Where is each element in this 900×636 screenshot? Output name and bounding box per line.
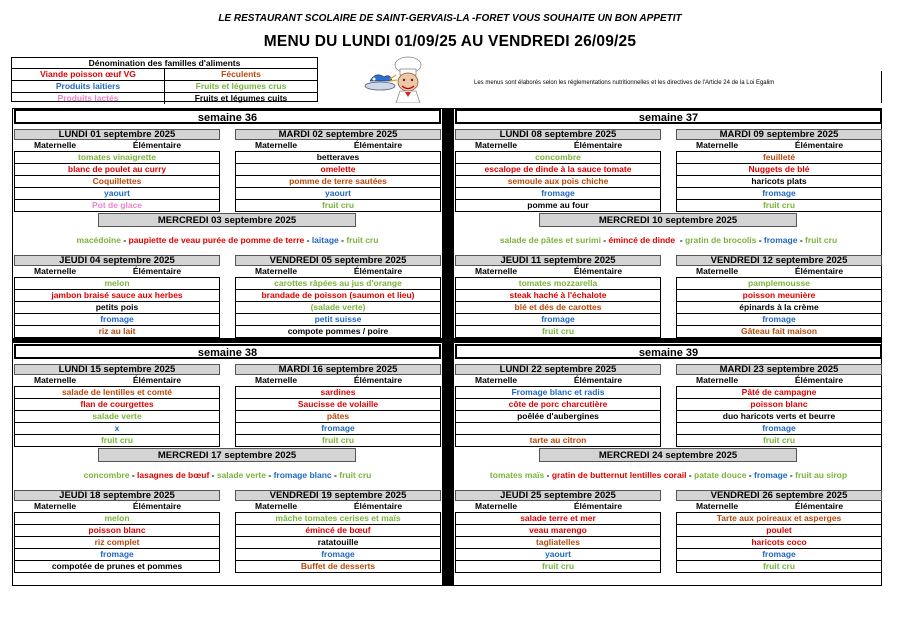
day-menu	[14, 255, 220, 338]
elementaire-label: Élémentaire	[353, 501, 403, 511]
maternelle-label: Maternelle	[34, 140, 77, 150]
day-title: LUNDI 08 septembre 2025	[455, 129, 661, 140]
dish-item: haricots coco	[677, 537, 881, 549]
dish-item: fruit cru	[321, 435, 355, 445]
chef-illustration-icon	[362, 55, 436, 103]
dish-item: fruit cru	[100, 435, 134, 445]
dish-list	[455, 277, 661, 338]
maternelle-label: Maternelle	[475, 266, 518, 276]
elementaire-label: Élémentaire	[573, 375, 623, 385]
legend-raw-fruit-veg: Fruits et légumes crus	[164, 81, 317, 92]
maternelle-label: Maternelle	[255, 140, 298, 150]
dish-item: émincé de bœuf	[236, 525, 440, 537]
dish-item: fruit cru	[541, 326, 575, 336]
maternelle-label: Maternelle	[255, 375, 298, 385]
dish-item: tomates vinaigrette	[15, 152, 219, 164]
wednesday-dish: fruit cru	[346, 235, 379, 245]
day-title: VENDREDI 12 septembre 2025	[676, 255, 882, 266]
day-title: MARDI 09 septembre 2025	[676, 129, 882, 140]
dish-item: blanc de poulet au curry	[15, 164, 219, 176]
dish-list	[235, 151, 441, 212]
day-title: VENDREDI 05 septembre 2025	[235, 255, 441, 266]
legend-meat-fish-egg: Viande poisson œuf VG	[40, 69, 136, 79]
wednesday-dish: -	[600, 235, 609, 245]
day-title: JEUDI 11 septembre 2025	[455, 255, 661, 266]
elementaire-label: Élémentaire	[573, 140, 623, 150]
dish-item: haricots plats	[677, 176, 881, 188]
maternelle-label: Maternelle	[34, 375, 77, 385]
day-title: LUNDI 22 septembre 2025	[455, 364, 661, 375]
dish-list	[676, 277, 882, 338]
wednesday-dish: -	[675, 235, 686, 245]
dish-list	[676, 151, 882, 212]
legend-title: Dénomination des familles d'aliments	[12, 58, 317, 69]
dish-item: pomme au four	[527, 200, 589, 210]
maternelle-label: Maternelle	[255, 266, 298, 276]
level-labels	[676, 501, 882, 512]
day-menu	[455, 364, 661, 447]
menu-title: MENU DU LUNDI 01/09/25 AU VENDREDI 26/09/25	[263, 33, 637, 50]
day-title: JEUDI 04 septembre 2025	[14, 255, 220, 266]
divider	[881, 71, 882, 103]
dish-item: poisson blanc	[677, 399, 881, 411]
dish-item: yaourt	[15, 188, 219, 200]
maternelle-label: Maternelle	[475, 375, 518, 385]
wednesday-dish: gratin de brocolis	[685, 235, 757, 245]
dish-item: betteraves	[236, 152, 440, 164]
legend-row	[12, 81, 317, 93]
elementaire-label: Élémentaire	[132, 501, 182, 511]
day-menu	[455, 255, 661, 338]
dish-item: escalope de dinde à la sauce tomate	[456, 164, 660, 176]
wednesday-dish: -	[746, 470, 754, 480]
dish-list	[14, 512, 220, 573]
dish-item: omelette	[236, 164, 440, 176]
legend-dairy: Produits laitiers	[55, 81, 121, 91]
dish-item: carottes râpées au jus d'orange	[236, 278, 440, 290]
dish-item: poulet	[677, 525, 881, 537]
restaurant-tagline: LE RESTAURANT SCOLAIRE DE SAINT-GERVAIS-LA -FORET VOUS SOUHAITE UN BON APPETIT	[218, 13, 682, 24]
level-labels	[235, 375, 441, 386]
dish-item: fruit cru	[541, 561, 575, 571]
dish-item: Buffet de desserts	[300, 561, 376, 571]
dish-list	[676, 386, 882, 447]
week-header: semaine 39	[455, 344, 882, 359]
maternelle-label: Maternelle	[475, 501, 518, 511]
day-title: JEUDI 25 septembre 2025	[455, 490, 661, 501]
dish-item: (salade verte)	[236, 302, 440, 314]
dish-item: petit suisse	[236, 314, 440, 326]
day-menu	[455, 490, 661, 573]
dish-item: épinards à la crème	[677, 302, 881, 314]
horizontal-divider	[12, 338, 882, 343]
dish-item: Coquillettes	[15, 176, 219, 188]
level-labels	[14, 266, 220, 277]
day-menu	[14, 364, 220, 447]
dish-item: compote pommes / poire	[287, 326, 389, 336]
level-labels	[235, 501, 441, 512]
maternelle-label: Maternelle	[475, 140, 518, 150]
dish-item: melon	[15, 513, 219, 525]
level-labels	[14, 501, 220, 512]
level-labels	[14, 140, 220, 151]
wednesday-dish: concombre	[83, 470, 130, 480]
dish-item: melon	[15, 278, 219, 290]
dish-item: fromage	[677, 188, 881, 200]
dish-item: salade verte	[15, 411, 219, 423]
level-labels	[676, 140, 882, 151]
maternelle-label: Maternelle	[696, 140, 739, 150]
dish-item: feuilleté	[677, 152, 881, 164]
elementaire-label: Élémentaire	[132, 140, 182, 150]
day-menu	[455, 129, 661, 212]
dish-item: mâche tomates cerises et maïs	[236, 513, 440, 525]
day-menu	[235, 490, 441, 573]
dish-item: salade terre et mer	[456, 513, 660, 525]
dish-item: duo haricots verts et beurre	[677, 411, 881, 423]
level-labels	[676, 266, 882, 277]
elementaire-label: Élémentaire	[573, 501, 623, 511]
food-family-legend	[11, 57, 318, 102]
day-title: MARDI 16 septembre 2025	[235, 364, 441, 375]
day-title: VENDREDI 19 septembre 2025	[235, 490, 441, 501]
legend-row	[12, 93, 317, 104]
dish-item: fromage	[15, 314, 219, 326]
dish-item: pomme de terre sautées	[236, 176, 440, 188]
wednesday-dish: -	[756, 235, 764, 245]
wednesday-dish: -	[120, 235, 129, 245]
wednesday-dish: patate douce	[694, 470, 747, 480]
maternelle-label: Maternelle	[34, 266, 77, 276]
dish-item: Nuggets de blé	[677, 164, 881, 176]
dish-list	[455, 151, 661, 212]
maternelle-label: Maternelle	[696, 375, 739, 385]
dish-item: fromage	[677, 423, 881, 435]
wednesday-dish: -	[209, 470, 217, 480]
dish-list	[235, 512, 441, 573]
level-labels	[14, 375, 220, 386]
day-menu	[676, 129, 882, 212]
elementaire-label: Élémentaire	[794, 375, 844, 385]
dish-list	[235, 277, 441, 338]
dish-list	[235, 386, 441, 447]
wednesday-title: MERCREDI 10 septembre 2025	[539, 213, 797, 227]
wednesday-menu	[455, 235, 882, 245]
dish-item: tarte au citron	[529, 435, 587, 445]
vertical-divider	[442, 108, 454, 586]
dish-item: salade de lentilles et comté	[15, 387, 219, 399]
dish-item: fromage	[456, 188, 660, 200]
elementaire-label: Élémentaire	[132, 375, 182, 385]
dish-item: pamplemousse	[677, 278, 881, 290]
day-menu	[14, 129, 220, 212]
day-title: JEUDI 18 septembre 2025	[14, 490, 220, 501]
legend-row	[12, 69, 317, 81]
dish-item: blé et dés de carottes	[456, 302, 660, 314]
dish-item: concombre	[456, 152, 660, 164]
dish-list	[676, 512, 882, 573]
dish-item: compotée de prunes et pommes	[51, 561, 183, 571]
elementaire-label: Élémentaire	[794, 140, 844, 150]
day-menu	[14, 490, 220, 573]
dish-list	[14, 277, 220, 338]
wednesday-dish: fruit cru	[339, 470, 372, 480]
week-header: semaine 38	[14, 344, 441, 359]
wednesday-dish: -	[304, 235, 312, 245]
dish-item: Gâteau fait maison	[740, 326, 818, 336]
dish-item: Pâté de campagne	[677, 387, 881, 399]
dish-item: tagliatelles	[456, 537, 660, 549]
wednesday-dish: paupiette de veau purée de pomme de terre	[128, 235, 305, 245]
day-menu	[235, 364, 441, 447]
dish-item: riz au lait	[98, 326, 136, 336]
level-labels	[235, 266, 441, 277]
day-title: MARDI 02 septembre 2025	[235, 129, 441, 140]
week-header: semaine 36	[14, 109, 441, 124]
elementaire-label: Élémentaire	[132, 266, 182, 276]
dish-item: fromage	[677, 314, 881, 326]
dish-item: Tarte aux poireaux et asperges	[677, 513, 881, 525]
wednesday-dish: fruit au sirop	[795, 470, 848, 480]
maternelle-label: Maternelle	[34, 501, 77, 511]
dish-item: fromage	[456, 314, 660, 326]
dish-item: poisson meunière	[677, 290, 881, 302]
wednesday-title: MERCREDI 24 septembre 2025	[539, 448, 797, 462]
dish-item: petits pois	[15, 302, 219, 314]
maternelle-label: Maternelle	[255, 501, 298, 511]
day-menu	[676, 255, 882, 338]
wednesday-dish: émincé de dinde	[608, 235, 676, 245]
wednesday-menu	[14, 235, 441, 245]
wednesday-dish: -	[787, 470, 796, 480]
day-title: LUNDI 01 septembre 2025	[14, 129, 220, 140]
dish-item: Fromage blanc et radis	[456, 387, 660, 399]
elementaire-label: Élémentaire	[794, 501, 844, 511]
day-menu	[676, 364, 882, 447]
wednesday-dish: -	[797, 235, 806, 245]
dish-item: tomates mozzarella	[456, 278, 660, 290]
maternelle-label: Maternelle	[696, 501, 739, 511]
dish-item: steak haché à l'échalote	[456, 290, 660, 302]
day-title: LUNDI 15 septembre 2025	[14, 364, 220, 375]
level-labels	[676, 375, 882, 386]
wednesday-dish: gratin de butternut lentilles corail	[551, 470, 687, 480]
dish-item	[456, 423, 660, 435]
dish-item: yaourt	[236, 188, 440, 200]
level-labels	[235, 140, 441, 151]
wednesday-title: MERCREDI 03 septembre 2025	[98, 213, 356, 227]
day-menu	[235, 129, 441, 212]
legend-starches: Féculents	[164, 69, 317, 80]
dish-item: fromage	[236, 423, 440, 435]
wednesday-dish: lasagnes de bœuf	[137, 470, 210, 480]
dish-list	[14, 386, 220, 447]
dish-item: ratatouille	[236, 537, 440, 549]
wednesday-dish: fromage	[754, 470, 788, 480]
nutrition-note: Les menus sont élaborés selon les réglementations nutritionnelles et les directives de l'Article 24 de la Loi Egalim	[474, 80, 775, 86]
level-labels	[455, 501, 661, 512]
dish-item: semoule aux pois chiche	[456, 176, 660, 188]
dish-item: veau marengo	[456, 525, 660, 537]
day-menu	[676, 490, 882, 573]
day-title: MARDI 23 septembre 2025	[676, 364, 882, 375]
dish-item: fruit cru	[762, 200, 796, 210]
wednesday-dish: fruit cru	[805, 235, 838, 245]
level-labels	[455, 375, 661, 386]
level-labels	[455, 266, 661, 277]
elementaire-label: Élémentaire	[353, 375, 403, 385]
dish-list	[455, 386, 661, 447]
dish-item: jambon braisé sauce aux herbes	[15, 290, 219, 302]
dish-item: pâtes	[236, 411, 440, 423]
elementaire-label: Élémentaire	[353, 266, 403, 276]
wednesday-dish: laitage	[311, 235, 339, 245]
dish-list	[455, 512, 661, 573]
elementaire-label: Élémentaire	[573, 266, 623, 276]
dish-item: fruit cru	[762, 435, 796, 445]
wednesday-dish: salade de pâtes et surimi	[499, 235, 601, 245]
wednesday-dish: tomates maïs	[489, 470, 545, 480]
maternelle-label: Maternelle	[696, 266, 739, 276]
legend-cooked-fruit-veg: Fruits et légumes cuits	[164, 93, 317, 104]
dish-item: fromage	[677, 549, 881, 561]
dish-item: Pot de glace	[91, 200, 143, 210]
wednesday-dish: fromage blanc	[273, 470, 332, 480]
dish-item: fromage	[236, 549, 440, 561]
dish-item: riz complet	[15, 537, 219, 549]
dish-item: fruit cru	[762, 561, 796, 571]
dish-list	[14, 151, 220, 212]
dish-item: poisson blanc	[15, 525, 219, 537]
elementaire-label: Élémentaire	[353, 140, 403, 150]
wednesday-dish: -	[686, 470, 694, 480]
wednesday-dish: -	[544, 470, 552, 480]
elementaire-label: Élémentaire	[794, 266, 844, 276]
dish-item: brandade de poisson (saumon et lieu)	[236, 290, 440, 302]
dish-item: poêlée d'aubergines	[456, 411, 660, 423]
dish-item: fromage	[15, 549, 219, 561]
wednesday-dish: macédoine	[76, 235, 121, 245]
level-labels	[455, 140, 661, 151]
dish-item: Saucisse de volaille	[236, 399, 440, 411]
dish-item: x	[15, 423, 219, 435]
wednesday-dish: salade verte	[216, 470, 266, 480]
dish-item: yaourt	[456, 549, 660, 561]
wednesday-dish: -	[266, 470, 274, 480]
wednesday-dish: -	[338, 235, 347, 245]
wednesday-dish: fromage	[763, 235, 798, 245]
legend-milk-products: Produits lactés	[57, 93, 119, 103]
wednesday-menu	[14, 470, 441, 480]
week-header: semaine 37	[455, 109, 882, 124]
wednesday-menu	[455, 470, 882, 480]
wednesday-title: MERCREDI 17 septembre 2025	[98, 448, 356, 462]
day-menu	[235, 255, 441, 338]
dish-item: sardines	[236, 387, 440, 399]
wednesday-dish: -	[129, 470, 138, 480]
day-title: VENDREDI 26 septembre 2025	[676, 490, 882, 501]
dish-item: fruit cru	[321, 200, 355, 210]
dish-item: flan de courgettes	[15, 399, 219, 411]
dish-item: côte de porc charcutière	[456, 399, 660, 411]
wednesday-dish: -	[331, 470, 340, 480]
